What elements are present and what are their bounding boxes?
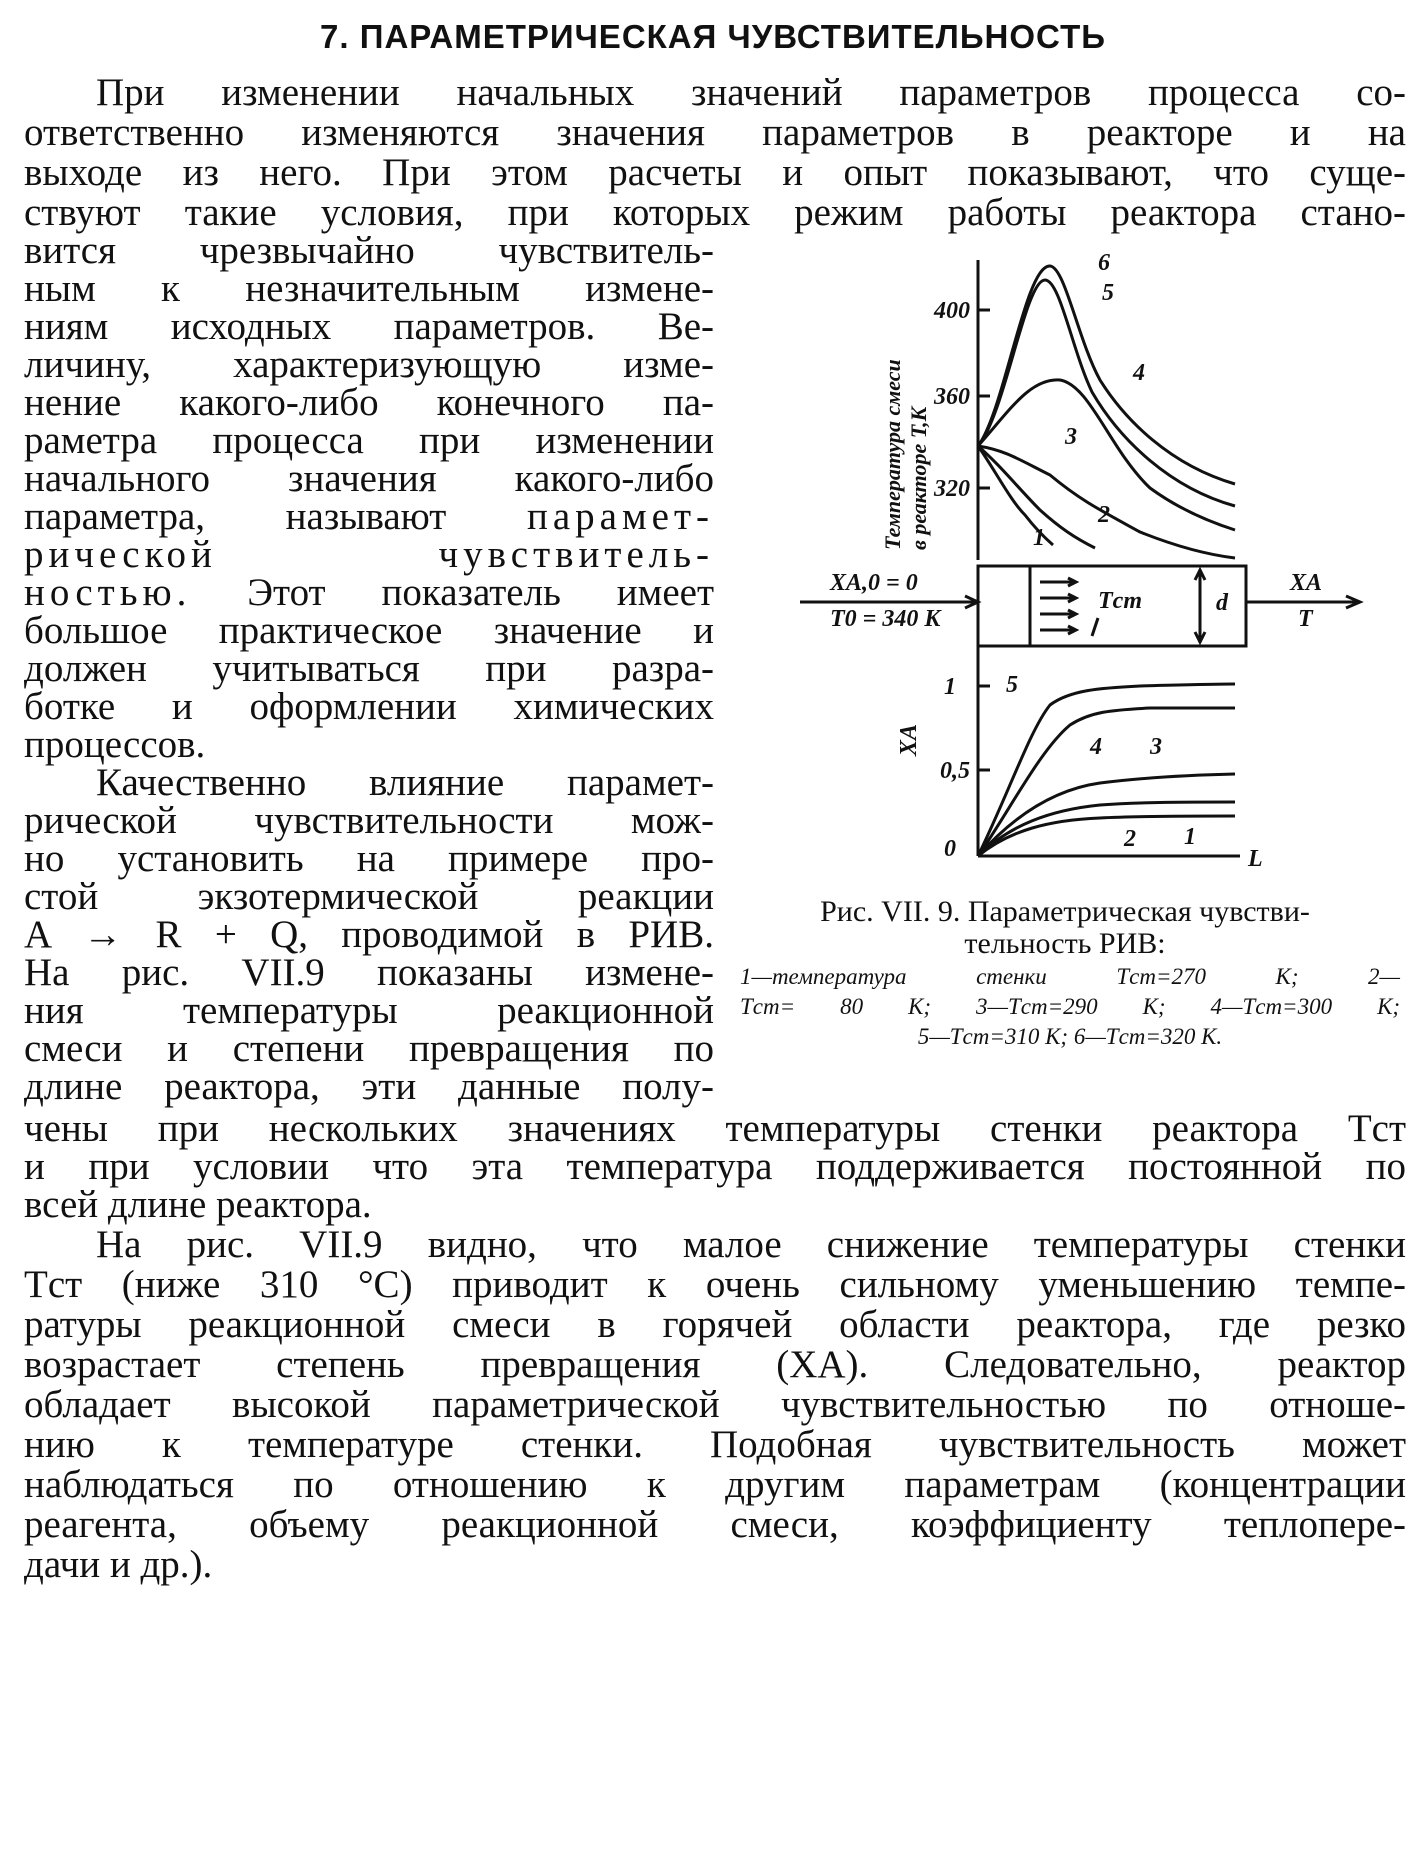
text-line: длине реактора, эти данные полу- — [24, 1065, 714, 1108]
text-line: A → R + Q, проводимой в РИВ. — [24, 913, 714, 956]
text-line: Tст (ниже 310 °C) приводит к очень сильному уменьшению темпе- — [24, 1263, 1406, 1306]
text-line: При изменении начальных значений параметров процесса со- — [96, 71, 1406, 114]
text-line: ствуют такие условия, при которых режим работы реактора стано- — [24, 191, 1406, 234]
curve-2-conversion — [978, 802, 1235, 856]
curve-label-6: 6 — [1098, 250, 1110, 276]
bottom-tick-0: 0 — [944, 836, 956, 862]
text-line: наблюдаться по отношению к другим параметрам (концентрации — [24, 1463, 1406, 1506]
curve-label-1-conv: 1 — [1184, 824, 1196, 850]
curve-label-5: 5 — [1102, 280, 1114, 306]
text-line: рической чувствитель- — [24, 533, 714, 576]
text-line: и при условии что эта температура поддерживается постоянной по — [24, 1145, 1406, 1188]
text-line: смеси и степени превращения по — [24, 1027, 714, 1070]
text-line: нию к температуре стенки. Подобная чувствительность может — [24, 1423, 1406, 1466]
text-line: обладает высокой параметрической чувствительностью по отноше- — [24, 1383, 1406, 1426]
text-line: личину, характеризующую изме- — [24, 343, 714, 386]
diameter-label: d — [1216, 590, 1228, 616]
text-line: начального значения какого-либо — [24, 457, 714, 500]
text-line: раметра процесса при изменении — [24, 419, 714, 462]
text-line: Качественно влияние парамет- — [96, 761, 714, 804]
section-heading: 7. ПАРАМЕТРИЧЕСКАЯ ЧУВСТВИТЕЛЬНОСТЬ — [320, 18, 1106, 55]
text-line: На рис. VII.9 показаны измене- — [24, 951, 714, 994]
text-line: ботке и оформлении химических — [24, 685, 714, 728]
figure-caption-title: Рис. VII. 9. Параметрическая чувстви- — [820, 895, 1310, 928]
emphasis-span: парамет- — [526, 495, 714, 538]
text-line: большое практическое значение и — [24, 609, 714, 652]
text-line: чены при нескольких значениях температуры стенки реактора Tст — [24, 1107, 1406, 1150]
emphasis-span: ностью. — [24, 571, 192, 614]
figure-caption-legend: Tст= 80 К; 3—Tст=290 К; 4—Tст=300 К; — [740, 994, 1400, 1019]
text-line: рической чувствительности мож- — [24, 799, 714, 842]
bottom-x-label: L — [1248, 846, 1263, 872]
text-line: ответственно изменяются значения параметров в реакторе и на — [24, 111, 1406, 154]
text-span: параметра, называют — [24, 495, 447, 538]
text-line: На рис. VII.9 видно, что малое снижение температуры стенки — [96, 1223, 1406, 1266]
text-line: ным к незначительным измене- — [24, 267, 714, 310]
top-tick-320: 320 — [934, 476, 970, 502]
text-line: должен учитываться при разра- — [24, 647, 714, 690]
curve-label-3-conv: 3 — [1150, 734, 1162, 760]
curve-5-temperature — [978, 280, 1235, 506]
text-line: ниям исходных параметров. Ве- — [24, 305, 714, 348]
outlet-conversion-label: XA — [1290, 570, 1323, 596]
outlet-temperature-label: T — [1298, 606, 1313, 632]
text-line: ратуры реакционной смеси в горячей области реактора, где резко — [24, 1303, 1406, 1346]
inlet-conversion-label: XA,0 = 0 — [830, 570, 918, 596]
text-line: дачи и др.). — [24, 1543, 213, 1586]
wall-temperature-label: Tст — [1098, 588, 1142, 614]
curve-1-conversion — [978, 816, 1235, 856]
text-line: но установить на примере про- — [24, 837, 714, 880]
figure-caption-legend: 5—Tст=310 К; 6—Tст=320 К. — [917, 1024, 1223, 1049]
text-line: реагента, объему реакционной смеси, коэффициенту теплопере- — [24, 1503, 1406, 1546]
text-line: процессов. — [24, 723, 206, 766]
curve-label-3: 3 — [1065, 424, 1077, 450]
curve-label-4: 4 — [1133, 360, 1145, 386]
text-line: выходе из него. При этом расчеты и опыт показывают, что суще- — [24, 151, 1406, 194]
text-line: возрастает степень превращения (XA). Следовательно, реактор — [24, 1343, 1406, 1386]
curve-label-4-conv: 4 — [1090, 734, 1102, 760]
figure-caption-legend: 1—температура стенки Tст=270 К; 2— — [740, 964, 1400, 989]
text-line: нение какого-либо конечного па- — [24, 381, 714, 424]
curve-label-1: 1 — [1033, 525, 1045, 551]
text-line: вится чрезвычайно чувствитель- — [24, 229, 714, 272]
text-line: стой экзотермической реакции — [24, 875, 714, 918]
curve-label-2: 2 — [1098, 502, 1110, 528]
text-line: всей длине реактора. — [24, 1183, 372, 1226]
bottom-tick-0-5: 0,5 — [940, 758, 970, 784]
curve-label-2-conv: 2 — [1124, 826, 1136, 852]
bottom-y-label: XA — [896, 723, 922, 756]
top-tick-400: 400 — [934, 298, 970, 324]
top-y-label-1: Температура смеси — [880, 359, 905, 550]
top-tick-360: 360 — [934, 384, 970, 410]
curve-label-5-conv: 5 — [1006, 672, 1018, 698]
bottom-tick-1: 1 — [944, 674, 956, 700]
top-y-label-2: в реакторе T,K — [906, 406, 931, 550]
text-span: Этот показатель имеет — [247, 571, 714, 614]
inlet-temperature-label: T0 = 340 K — [830, 606, 941, 632]
figure-caption-title: тельность РИВ: — [964, 927, 1166, 960]
text-line: ния температуры реакционной — [24, 989, 714, 1032]
curve-5-conversion — [978, 684, 1235, 856]
